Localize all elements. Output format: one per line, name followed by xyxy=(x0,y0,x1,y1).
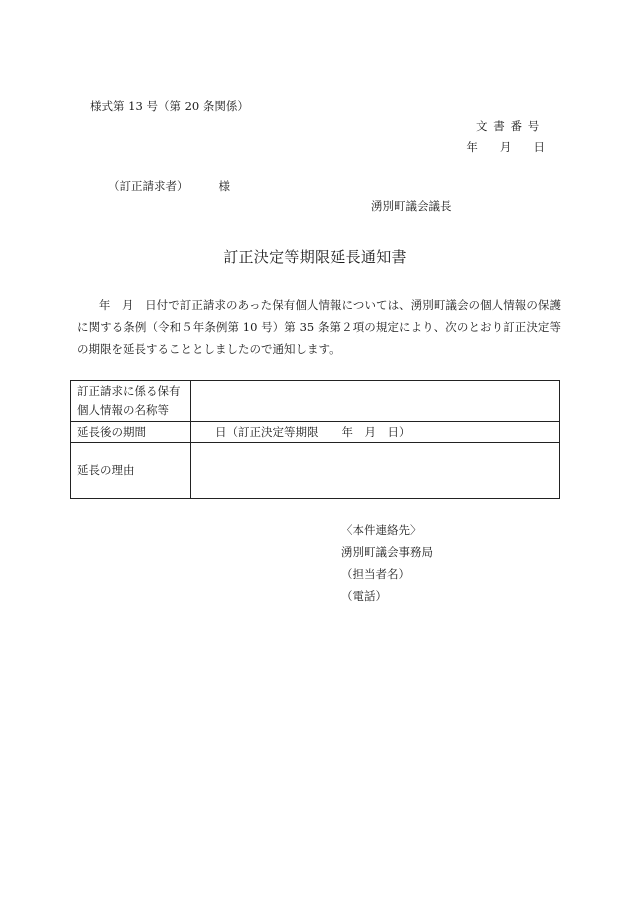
document-number-label: 文書番号 xyxy=(476,119,545,133)
document-title: 訂正決定等期限延長通知書 xyxy=(223,248,407,266)
contact-block xyxy=(341,519,433,607)
date-label: 年 月 日 xyxy=(466,140,545,154)
sender-name: 湧別町議会議長 xyxy=(371,199,452,213)
table-row xyxy=(71,443,560,499)
info-name-label-line2: 個人情報の名称等 xyxy=(77,403,169,417)
recipient-honorific: 様 xyxy=(218,179,230,193)
extended-period-label: 延長後の期間 xyxy=(71,422,191,443)
info-name-value xyxy=(191,381,560,422)
contact-phone: （電話） xyxy=(341,589,387,603)
extended-period-value: 日（訂正決定等期限 年 月 日） xyxy=(191,422,560,443)
table-row xyxy=(71,381,560,422)
contact-office: 湧別町議会事務局 xyxy=(341,545,433,559)
contact-person: （担当者名） xyxy=(341,567,410,581)
extension-reason-value xyxy=(191,443,560,499)
info-name-label-line1: 訂正請求に係る保有 xyxy=(77,384,181,398)
info-table xyxy=(70,380,560,499)
recipient-label: （訂正請求者） xyxy=(108,179,189,193)
info-name-label xyxy=(71,381,191,422)
extension-reason-label: 延長の理由 xyxy=(71,443,191,499)
body-paragraph: 年 月 日付で訂正請求のあった保有個人情報については、湧別町議会の個人情報の保護に関する条例（令和５年条例第 10 号）第 35 条第２項の規定により、次のとおり訂正決定等の期限を延長することとしましたので通知します。 xyxy=(77,298,561,356)
recipient-line xyxy=(108,178,230,194)
contact-heading: 〈本件連絡先〉 xyxy=(341,523,422,537)
table-row xyxy=(71,422,560,443)
form-number: 様式第 13 号（第 20 条関係） xyxy=(90,99,249,113)
